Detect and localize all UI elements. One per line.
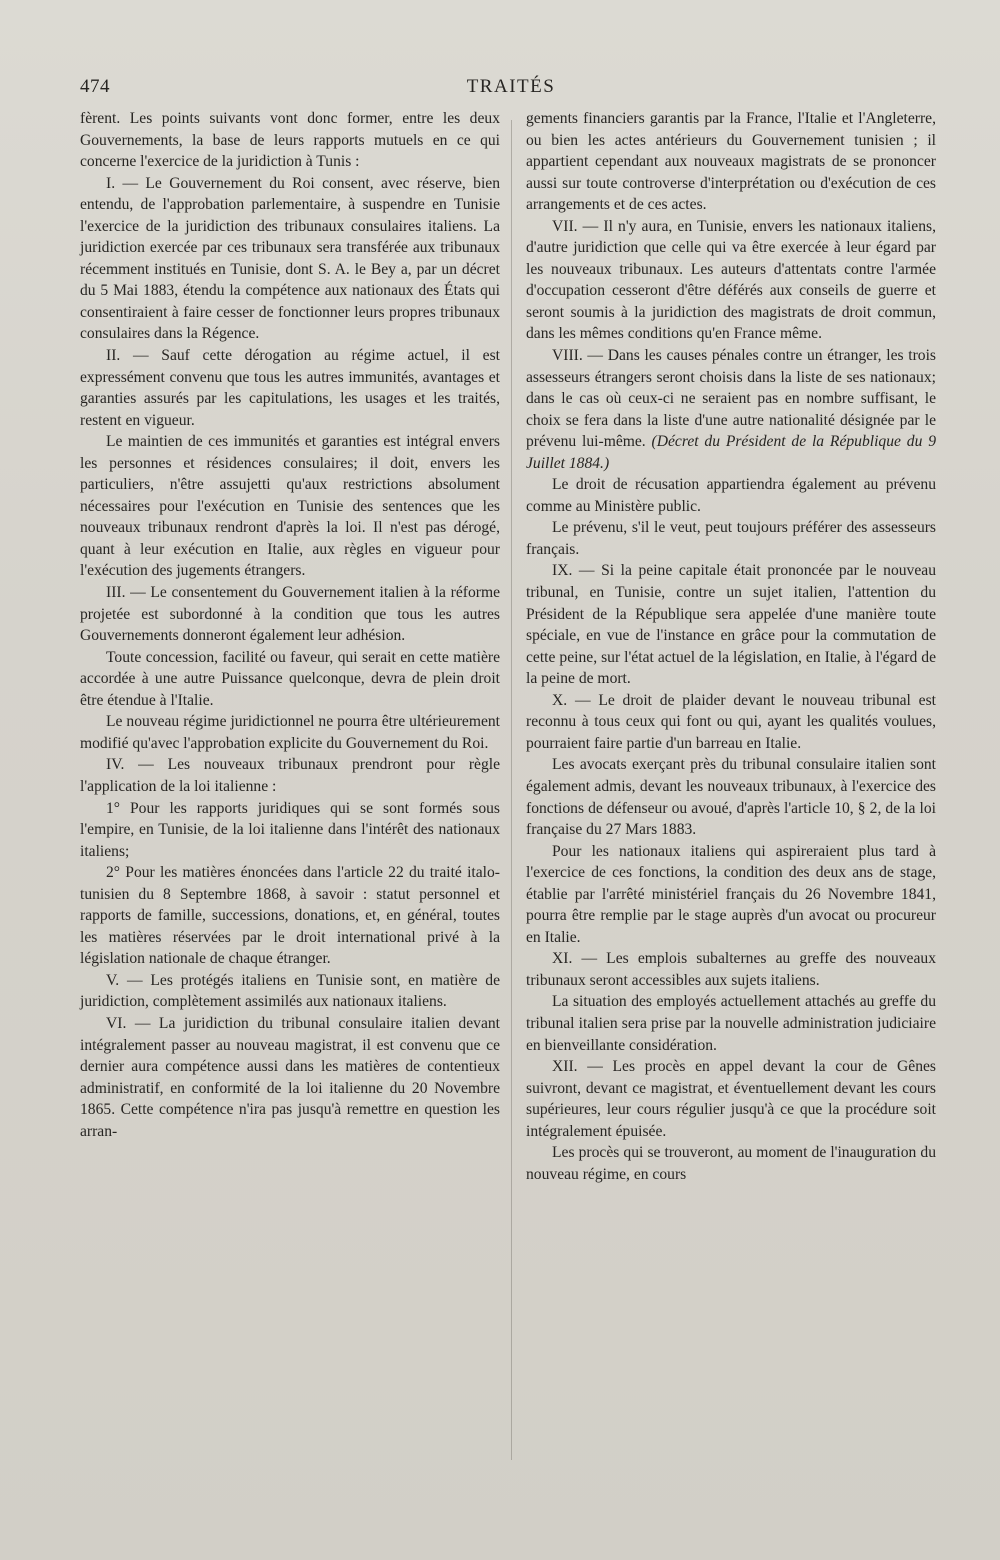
page-header	[80, 76, 942, 100]
article-8	[526, 345, 936, 474]
paragraph-continuation: gements financiers garantis par la France, l'Italie et l'Angleterre, ou bien les actes antérieurs du Gouvernement tunisien ; il appartient cependant aux nouveaux magistrats de se prononcer aussi sur toute controverse d'interprétation ou d'exécution de ces arrangements et de ces actes.	[526, 110, 936, 214]
list-item-2: 2° Pour les matières énoncées dans l'article 22 du traité italo-tunisien du 8 Septembre 1868, à savoir : statut personnel et rapports de famille, successions, donations, et, en général, toutes les matières réservées par le droit international privé à la législation nationale de chaque étranger.	[80, 864, 500, 968]
article-1: I. — Le Gouvernement du Roi consent, avec réserve, bien entendu, de l'approbation parlementaire, à suspendre en Tunisie l'exercice de la juridiction des tribunaux consulaires italiens. La juridiction exercée par ces tribunaux sera transférée aux tribunaux récemment institués en Tunisie, dont S. A. le Bey a, par un décret du 5 Mai 1883, étendu la compétence aux nationaux des États qui consentiraient à faire cesser de fonctionner leurs propres tribunaux consulaires dans la Régence.	[80, 174, 500, 343]
paragraph: Les avocats exerçant près du tribunal consulaire italien sont également admis, devant les nouveaux tribunaux, à l'exercice des fonctions de défenseur ou avoué, d'après l'article 10, § 2, de la loi française du 27 Mars 1883.	[526, 756, 936, 839]
article-4: IV. — Les nouveaux tribunaux prendront pour règle l'application de la loi italienne :	[80, 756, 500, 795]
article-6: VI. — La juridiction du tribunal consulaire italien devant intégralement passer au nouveau magistrat, il est convenu que ce dernier aura compétence aussi dans les matières de contentieux administratif, en conformité de la loi italienne du 20 Novembre 1865. Cette compétence n'ira pas jusqu'à remettre en question les arran-	[80, 1014, 500, 1140]
paragraph: Le nouveau régime juridictionnel ne pourra être ultérieurement modifié qu'avec l'approbation explicite du Gouvernement du Roi.	[80, 713, 500, 752]
page-number: 474	[80, 76, 110, 97]
article-7: VII. — Il n'y aura, en Tunisie, envers les nationaux italiens, d'autre juridiction que celle qui va être exercée à leur égard par les nouveaux tribunaux. Les auteurs d'attentats contre l'armée d'occupation cesseront d'être déférés aux conseils de guerre et seront soumis à la juridiction des magistrats de droit commun, dans les mêmes conditions qu'en France même.	[526, 217, 936, 343]
article-9: IX. — Si la peine capitale était prononcée par le nouveau tribunal, en Tunisie, contre un sujet italien, l'attention du Président de la République sera appelée d'une manière toute spéciale, en vue de l'instance en grâce pour la commutation de cette peine, sur l'état actuel de la législation, en Italie, à l'égard de la peine de mort.	[526, 562, 936, 688]
article-3: III. — Le consentement du Gouvernement italien à la réforme projetée est subordonné à la condition que tous les autres Gouvernements donneront également leur adhésion.	[80, 584, 500, 645]
article-11: XI. — Les emplois subalternes au greffe des nouveaux tribunaux seront accessibles aux sujets italiens.	[526, 950, 936, 989]
paragraph: Pour les nationaux italiens qui aspireraient plus tard à l'exercice de ces fonctions, la condition des deux ans de stage, établie par l'arrêté ministériel français du 26 Novembre 1841, pourra être remplie par le stage auprès d'un avocat ou procureur en Italie.	[526, 842, 936, 946]
paragraph: Les procès qui se trouveront, au moment de l'inauguration du nouveau régime, en cours	[526, 1144, 936, 1183]
column-divider	[511, 120, 512, 1460]
article-2: II. — Sauf cette dérogation au régime actuel, il est expressément convenu que tous les autres immunités, avantages et garanties assurés par les capitulations, les usages et les traités, restent en vigueur.	[80, 347, 500, 429]
article-12: XII. — Les procès en appel devant la cour de Gênes suivront, devant ce magistrat, et éventuellement devant les cours supérieures, leur cours régulier jusqu'à ce que la procédure soit intégralement épuisée.	[526, 1058, 936, 1140]
paragraph: Le maintien de ces immunités et garanties est intégral envers les personnes et résidences consulaires; il doit, envers les particuliers, n'être assujetti qu'aux restrictions absolument nécessaires pour l'exécution en Tunisie des sentences que les nouveaux tribunaux rendront d'après la loi. Il n'est pas dérogé, quant à leur exécution en Italie, aux règles en vigueur pour l'exécution des jugements étrangers.	[80, 433, 500, 580]
running-title: TRAITÉS	[466, 76, 556, 97]
paragraph: Toute concession, facilité ou faveur, qui serait en cette matière accordée à une autre Puissance quelconque, devra de plein droit être étendue à l'Italie.	[80, 648, 500, 709]
left-column	[80, 108, 500, 1142]
paragraph: La situation des employés actuellement attachés au greffe du tribunal italien sera prise par la nouvelle administration judiciaire en bienveillante considération.	[526, 993, 936, 1054]
list-item-1: 1° Pour les rapports juridiques qui se sont formés sous l'empire, en Tunisie, de la loi italienne dans l'intérêt des nationaux italiens;	[80, 799, 500, 860]
paragraph: Le droit de récusation appartiendra également au prévenu comme au Ministère public.	[526, 476, 936, 515]
paragraph-continuation: fèrent. Les points suivants vont donc former, entre les deux Gouvernements, la base de leurs rapports mutuels en ce qui concerne l'exercice de la juridiction à Tunis :	[80, 110, 500, 171]
article-5: V. — Les protégés italiens en Tunisie sont, en matière de juridiction, complètement assimilés aux nationaux italiens.	[80, 971, 500, 1011]
right-column	[526, 108, 936, 1185]
paragraph: Le prévenu, s'il le veut, peut toujours préférer des assesseurs français.	[526, 519, 936, 558]
article-8-text: VIII. — Dans les causes pénales contre un étranger, les trois assesseurs étrangers seront choisis dans la liste de ses nationaux; dans le cas où ceux-ci ne seraient pas en nombre suffisant, le choix se fera dans la liste d'une autre nationalité désignée par le prévenu lui-même.	[526, 347, 936, 451]
decree-reference: (Décret du Président de la République du 9 Juillet 1884.)	[526, 433, 936, 472]
article-10: X. — Le droit de plaider devant le nouveau tribunal est reconnu à tous ceux qui font ou qui, ayant les qualités voulues, pourraient faire partie d'un barreau en Italie.	[526, 691, 936, 752]
